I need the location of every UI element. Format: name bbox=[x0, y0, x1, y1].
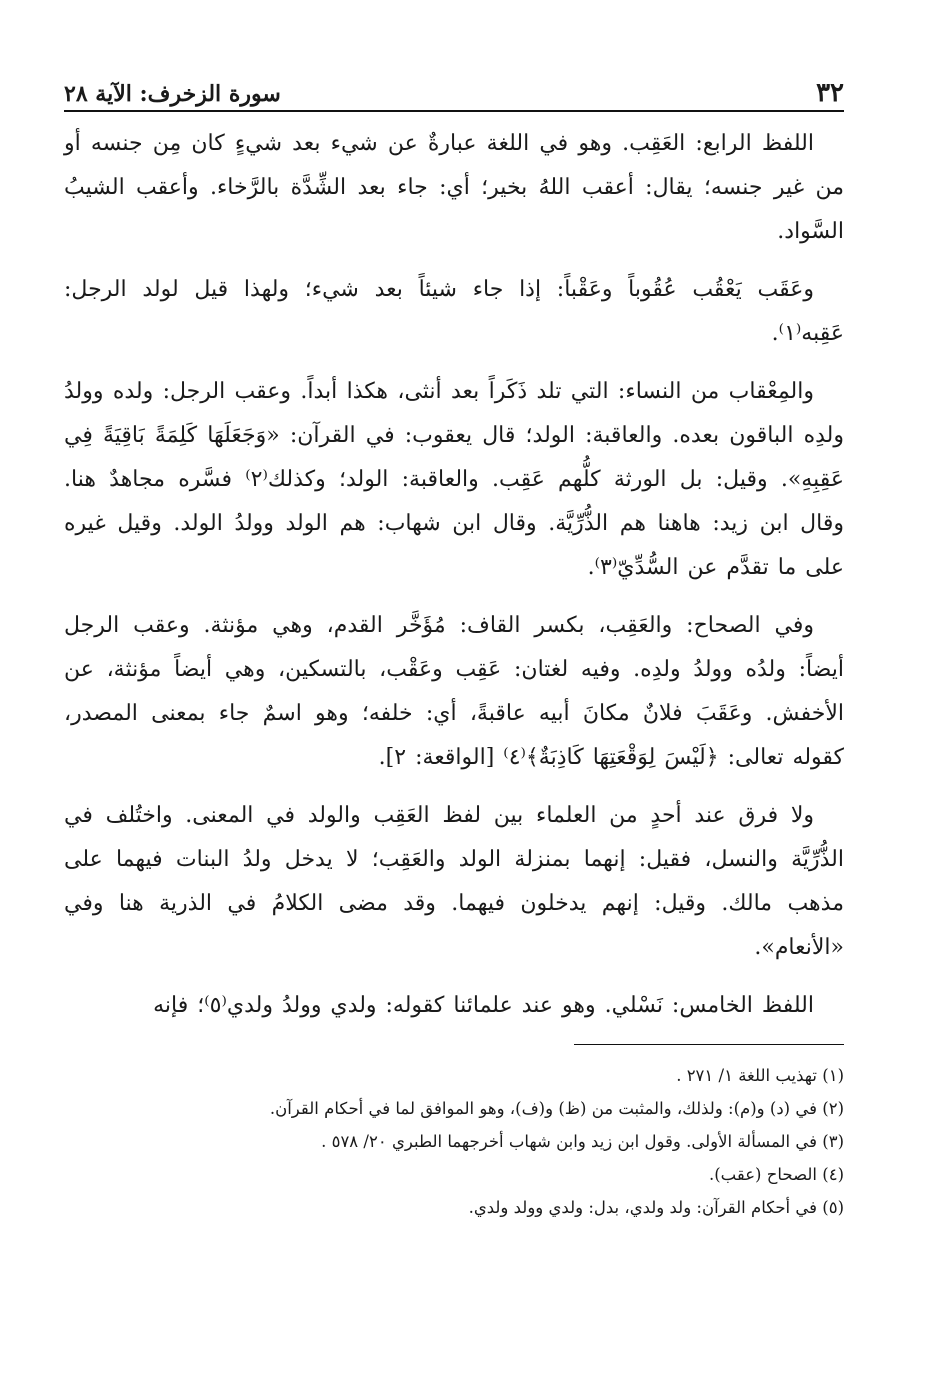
paragraph: اللفظ الرابع: العَقِب. وهو في اللغة عبارةٌ عن شيء بعد شيءٍ كان مِن جنسه أو من غير جنسه؛ يقال: أعقب اللهُ بخير؛ أي: جاء بعد الشِّدَّة بالرَّخاء. وأعقب الشيبُ السَّواد. bbox=[64, 131, 844, 244]
running-title: سورة الزخرف: الآية ٢٨ bbox=[64, 81, 281, 107]
footnote: (٥) في أحكام القرآن: ولد ولدي، بدل: ولدي وولد ولدي. bbox=[468, 1198, 844, 1217]
paragraph: وفي الصحاح: والعَقِب، بكسر القاف: مُؤَخَّر القدم، وهي مؤنثة. وعقب الرجل أيضاً: ولدُه وولدُ ولدِه. وفيه لغتان: عَقِب وعَقْب، بالتسكين، وهي أيضاً مؤنثة، عن الأخفش. وعَقَبَ فلانٌ مكانَ أبيه عاقبةً، أي: خلفه؛ وهو اسمٌ جاء بمعنى المصدر، كقوله تعالى: ﴿لَيْسَ لِوَقْعَتِهَا كَاذِبَةٌ﴾⁽٤⁾ [الواقعة: ٢]. bbox=[64, 613, 844, 770]
footnote: (٢) في (د) و(م): ولذلك، والمثبت من (ظ) و(ف)، وهو الموافق لما في أحكام القرآن. bbox=[269, 1099, 844, 1118]
footnote: (٤) الصحاح (عقب). bbox=[708, 1165, 844, 1184]
footnote: (١) تهذيب اللغة ١/ ٢٧١ . bbox=[676, 1066, 844, 1085]
book-page bbox=[64, 76, 844, 1224]
footnote: (٣) في المسألة الأولى. وقول ابن زيد وابن شهاب أخرجهما الطبري ٢٠/ ٥٧٨ . bbox=[321, 1132, 844, 1151]
footnote-separator bbox=[574, 1044, 844, 1045]
paragraph: ولا فرق عند أحدٍ من العلماء بين لفظ العَقِب والولد في المعنى. واختُلف في الذُّرِّيَّة والنسل، فقيل: إنهما بمنزلة الولد والعَقِب؛ لا يدخل ولدُ البنات فيهما على مذهب مالك. وقيل: إنهم يدخلون فيهما. وقد مضى الكلامُ في الذرية هنا وفي «الأنعام». bbox=[64, 803, 844, 960]
running-header bbox=[64, 76, 844, 112]
paragraph: وعَقَب يَعْقُب عُقُوباً وعَقْباً: إذا جاء شيئاً بعد شيء؛ ولهذا قيل لولد الرجل: عَقِبه⁽١⁾. bbox=[64, 277, 844, 346]
footnotes bbox=[64, 1059, 844, 1224]
paragraph: اللفظ الخامس: نَسْلي. وهو عند علمائنا كقوله: ولدي وولدُ ولدي⁽٥⁾؛ فإنه bbox=[153, 993, 814, 1018]
page-number: ٣٢ bbox=[816, 78, 844, 108]
main-text bbox=[64, 122, 844, 1028]
paragraph: والمِعْقاب من النساء: التي تلد ذَكَراً بعد أنثى، هكذا أبداً. وعقب الرجل: ولده وولدُ ولدِه الباقون بعده. والعاقبة: الولد؛ قال يعقوب: في القرآن: «وَجَعَلَهَا كَلِمَةً بَاقِيَةً فِي عَقِبِهِ». وقيل: بل الورثة كلُّهم عَقِب. والعاقبة: الولد؛ وكذلك⁽٢⁾ فسَّره مجاهدٌ هنا. وقال ابن زيد: هاهنا هم الذُّرِّيَّة. وقال ابن شهاب: هم الولد وولدُ الولد. وقيل غيره على ما تقدَّم عن السُّدِّيّ⁽٣⁾. bbox=[64, 379, 844, 580]
